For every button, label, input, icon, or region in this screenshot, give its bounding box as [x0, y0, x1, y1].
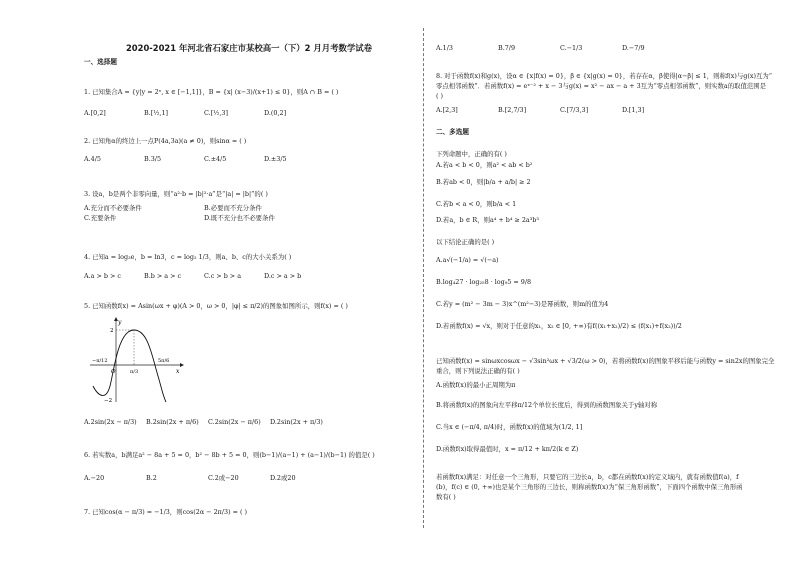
- question-8-options: [436, 106, 684, 114]
- question-6-options: [84, 474, 332, 482]
- option-b: B.3/5: [144, 155, 162, 163]
- option-c: C.[7/3,3]: [560, 106, 589, 114]
- option-d: D.[1,3]: [622, 106, 645, 114]
- question-11-option-a: A.函数f(x)的最小正周期为π: [436, 381, 516, 389]
- question-8-line-3: ( ): [436, 92, 444, 100]
- question-9: 下列命题中，正确的有( ): [436, 150, 507, 158]
- origin-label: O: [111, 369, 116, 375]
- x-label: x: [176, 368, 180, 375]
- question-5-options: [84, 418, 332, 426]
- min-label: −2: [104, 398, 113, 404]
- question-7: 7. 已知cos(α − π/3) = −1/3，则cos(2α − 2π/3) = ( ): [84, 508, 248, 516]
- question-2: 2. 已知角α的终边上一点P(4a,3a)(a ≠ 0)，则sinα = ( ): [84, 137, 247, 145]
- question-12-line-3: 数有( ): [436, 493, 456, 501]
- option-b: B.[½,1]: [144, 109, 169, 117]
- question-8-line-1: 8. 对于函数f(x)和g(x)，设α ∈ {x|f(x) = 0}，β ∈ {x|g(x) = 0}，若存在α，β使得|α−β| ≤ 1，则称f(x)与g(x)互为“: [436, 72, 773, 80]
- option-a: A.1/3: [436, 44, 453, 52]
- option-a: A.a > b > c: [84, 272, 121, 280]
- question-11-option-c: C.当x ∈ (−π/4, π/4)时，函数f(x)的值域为(1/2, 1]: [436, 423, 583, 431]
- option-c: C.2sin(2x − π/6): [208, 418, 261, 426]
- option-d: D.2或20: [270, 474, 296, 482]
- option-c: C.充要条件: [84, 214, 117, 222]
- option-b: B.2sin(2x + π/6): [146, 418, 199, 426]
- tick-left-label: −π/12: [92, 358, 108, 364]
- question-3-options-row1: [84, 204, 324, 212]
- question-12-line-1: 若函数f(x)满足：对任意一个三角形，只要它的三边长a，b，c都在函数f(x)的定义域内，就有函数值f(a)，f: [436, 473, 739, 481]
- column-divider: [423, 28, 424, 528]
- question-10-option-b: B.log₄27 · log₂₅8 · log₉5 = 9/8: [436, 278, 532, 286]
- question-9-option-d: D.若a，b ∈ R，则a⁴ + b⁴ ≥ 2a³b³: [436, 216, 539, 224]
- section-heading-multi: 二、多选题: [436, 128, 469, 136]
- option-b: B.7/9: [498, 44, 516, 52]
- option-a: A.[0,2]: [84, 109, 106, 117]
- sine-curve: [93, 330, 166, 402]
- option-a: A.2sin(2x − π/3): [84, 418, 137, 426]
- option-d: D.±3/5: [264, 155, 287, 163]
- option-a: A.4/5: [84, 155, 101, 163]
- question-11-option-d: D.函数f(x)取得最值时，x = π/12 + kπ/2(k ∈ Z): [436, 445, 579, 453]
- question-11-line-1: 已知函数f(x) = sinωxcosωx − √3sin²ωx + √3/2(ω > 0)，若将函数f(x)的图象平移后能与函数y = sin2x的图象完全: [436, 357, 775, 365]
- question-3: 3. 设a，b是两个非零向量，则“a²·b = |b|²·a”是“|a| = |b|”的( ): [84, 190, 268, 198]
- question-9-option-a: A.若a < b < 0，则a² < ab < b²: [436, 161, 533, 169]
- question-11-line-2: 重合，则下列说法正确的有( ): [436, 367, 520, 375]
- option-c: C.±4/5: [204, 155, 227, 163]
- option-b: B.2: [146, 474, 157, 482]
- option-d: D.既不充分也不必要条件: [204, 214, 275, 222]
- question-8-line-2: 零点相邻函数”．若函数f(x) = eˣ⁻² + x − 3与g(x) = x² − ax − a + 3互为“零点相邻函数”，则实数a的取值范围是: [436, 82, 767, 90]
- option-b: B.必要而不充分条件: [204, 204, 262, 212]
- option-b: B.b > a > c: [144, 272, 182, 280]
- option-a: A.[2,3]: [436, 106, 458, 114]
- sine-graph: [88, 316, 184, 404]
- option-d: D.2sin(2x + π/3): [270, 418, 323, 426]
- question-11-option-b: B.将函数f(x)的图象向左平移π/12个单位长度后，得到的函数图象关于y轴对称: [436, 401, 658, 409]
- option-d: D.c > a > b: [264, 272, 302, 280]
- question-1-options: [84, 109, 324, 117]
- option-b: B.[2,7/3]: [498, 106, 527, 114]
- option-c: C.c > b > a: [204, 272, 242, 280]
- question-1: 1. 已知集合A = {y|y = 2ˣ, x ∈ [−1,1]}，B = {x| (x−3)/(x+1) ≤ 0}，则A ∩ B = ( ): [84, 88, 339, 96]
- tick-right-label: 5π/6: [158, 358, 170, 364]
- section-heading-choice: 一、选择题: [84, 58, 117, 66]
- option-d: D.−7/9: [622, 44, 645, 52]
- option-d: D.(0,2]: [264, 109, 287, 117]
- question-10: 以下结论正确的是( ): [436, 238, 495, 246]
- x-axis-arrow: [180, 363, 184, 367]
- option-c: C.2或−20: [208, 474, 239, 482]
- question-6: 6. 若实数a，b满足a² − 8a + 5 = 0，b² − 8b + 5 = 0，则(b−1)/(a−1) + (a−1)/(b−1) 的值是( ): [84, 451, 375, 459]
- question-10-option-a: A.a√(−1/a) = √(−a): [436, 256, 499, 264]
- question-4-options: [84, 272, 324, 280]
- question-4: 4. 已知a = log₃e，b = ln3，c = log₂ 1/3，则a、b、c的大小关系为( ): [84, 253, 292, 261]
- question-12-line-2: (b)，f(c) ∈ (0, +∞)也是某个三角形的三边长，则称函数f(x)为“保三角形函数”，下面四个函数中保三角形函: [436, 483, 743, 491]
- question-10-option-d: D.若函数f(x) = √x，则对于任意的x₁，x₂ ∈ [0, +∞)有f((x₁+x₂)/2) ≤ (f(x₁)+f(x₂))/2: [436, 322, 682, 330]
- option-c: C.−1/3: [560, 44, 583, 52]
- question-3-options-row2: [84, 214, 324, 222]
- option-a: A.−20: [84, 474, 105, 482]
- question-7-options: [436, 44, 684, 52]
- max-label: 2: [110, 328, 114, 334]
- y-label: y: [118, 319, 122, 326]
- question-5: 5. 已知函数f(x) = Asin(ωx + φ)(A > 0，ω > 0，|φ| ≤ π/2)的图象如图所示，则f(x) = ( ): [84, 302, 348, 310]
- option-a: A.充分而不必要条件: [84, 204, 142, 212]
- question-10-option-c: C.若y = (m² − 3m − 3)x^(m²−3)是幂函数，则m的值为4: [436, 300, 609, 308]
- question-2-options: [84, 155, 324, 163]
- option-c: C.[½,3]: [204, 109, 228, 117]
- question-9-option-b: B.若ab < 0，则|b/a + a/b| ≥ 2: [436, 178, 531, 186]
- question-9-option-c: C.若b < a < 0，则b/a < 1: [436, 200, 517, 208]
- exam-title: 2020-2021 年河北省石家庄市某校高一（下）2 月月考数学试卷: [125, 43, 372, 53]
- tick-mid-label: π/3: [130, 369, 139, 375]
